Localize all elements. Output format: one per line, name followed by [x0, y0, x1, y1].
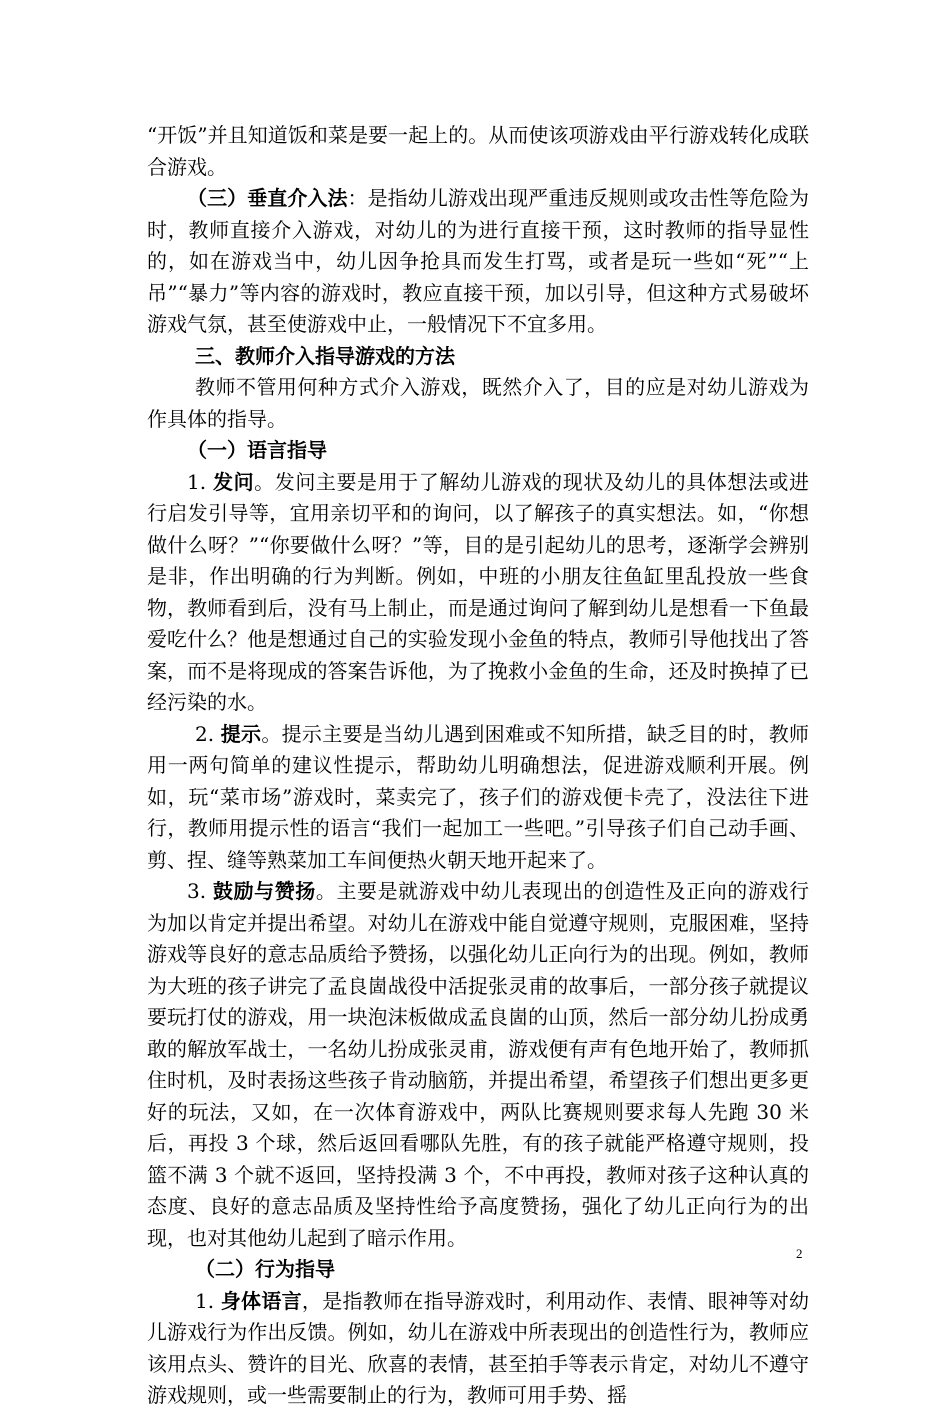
paragraph-questioning: 1. 发问。发问主要是用于了解幼儿游戏的现状及幼儿的具体想法或进行启发引导等，宜用亲切平和的询问，以了解孩子的真实想法。如，“你想做什么呀？”“你要做什么呀？”等，目的是引起幼儿的思考，逐渐学会辨别是非，作出明确的行为判断。例如，中班的小朋友往鱼缸里乱投放一些食物，教师看到后，没有马上制止，而是通过询问了解到幼儿是想看一下鱼最爱吃什么？他是想通过自己的实验发现小金鱼的特点，教师引导他找出了答案，而不是将现成的答案告诉他，为了挽救小金鱼的生命，还及时换掉了已经污染的水。 [147, 469, 810, 714]
body-text [147, 120, 809, 1412]
term-encouragement: 鼓励与赞扬 [213, 879, 316, 903]
paragraph-vertical-intervention: （三）垂直介入法：是指幼儿游戏出现严重违反规则或攻击性等危险为时，教师直接介入游戏，对幼儿的为进行直接干预，这时教师的指导显性的，如在游戏当中，幼儿因争抢具而发生打骂，或者是玩一些如“死”“上吊”“暴力”等内容的游戏时，教应直接干预，加以引导，但这种方式易破坏游戏气氛，甚至使游戏中止，一般情况下不宜多用。 [147, 186, 810, 336]
paragraph-encouragement: 3. 鼓励与赞扬。主要是就游戏中幼儿表现出的创造性及正向的游戏行为加以肯定并提出希望。对幼儿在游戏中能自觉遵守规则，克服困难，坚持游戏等良好的意志品质给予赞扬，以强化幼儿正向行为的出现。例如，教师为大班的孩子讲完了孟良崮战役中活捉张灵甫的故事后，一部分孩子就提议要玩打仗的游戏，用一块泡沫板做成孟良崮的山顶，然后一部分幼儿扮成勇敢的解放军战士，一名幼儿扮成张灵甫，游戏便有声有色地开始了，教师抓住时机，及时表扬这些孩子肯动脑筋，并提出希望，希望孩子们想出更多更好的玩法，又如，在一次体育游戏中，两队比赛规则要求每人先跑 30 米后，再投 3 个球，然后返回看哪队先胜，有的孩子就能严格遵守规则，投篮不满 3 个就不返回，坚持投满 3 个，不中再投，教师对孩子这种认真的态度、良好的意志品质及坚持性给予高度赞扬，强化了幼儿正向行为的出现，也对其他幼儿起到了暗示作用。 [147, 879, 809, 1250]
paragraph-body-language: 1. 身体语言，是指教师在指导游戏时，利用动作、表情、眼神等对幼儿游戏行为作出反馈。例如，幼儿在游戏中所表现出的创造性行为，教师应该用点头、赞许的目光、欣喜的表情，甚至拍手等表示肯定，对幼儿不遵守游戏规则，或一些需要制止的行为，教师可用手势、摇 [147, 1288, 809, 1407]
subheading-behavior-guidance: （二）行为指导 [195, 1257, 335, 1281]
subheading-language-guidance: （一）语言指导 [187, 438, 327, 462]
page-number: 2 [796, 1246, 803, 1261]
term-body-language: 身体语言 [220, 1288, 302, 1313]
term-questioning: 发问 [213, 469, 255, 494]
paragraph-prompting: 2. 提示。提示主要是当幼儿遇到困难或不知所措，缺乏目的时，教师用一两句简单的建议性提示，帮助幼儿明确想法，促进游戏顺利开展。例如，玩“菜市场”游戏时，菜卖完了，孩子们的游戏便卡壳了，没法往下进行，教师用提示性的语言“我们一起加工一些吧。”引导孩子们自己动手画、剪、捏、缝等熟菜加工车间便热火朝天地开起来了。 [147, 721, 809, 872]
paragraph-methods-intro: 教师不管用何种方式介入游戏，既然介入了，目的应是对幼儿游戏为作具体的指导。 [147, 375, 809, 431]
section-heading-methods: 三、教师介入指导游戏的方法 [195, 343, 455, 368]
paragraph-continuation: “开饭”并且知道饭和菜是要一起上的。从而使该项游戏由平行游戏转化成联合游戏。 [147, 123, 809, 179]
term-prompting: 提示 [220, 721, 262, 746]
section-heading-vertical-intervention: （三）垂直介入法 [187, 186, 348, 210]
